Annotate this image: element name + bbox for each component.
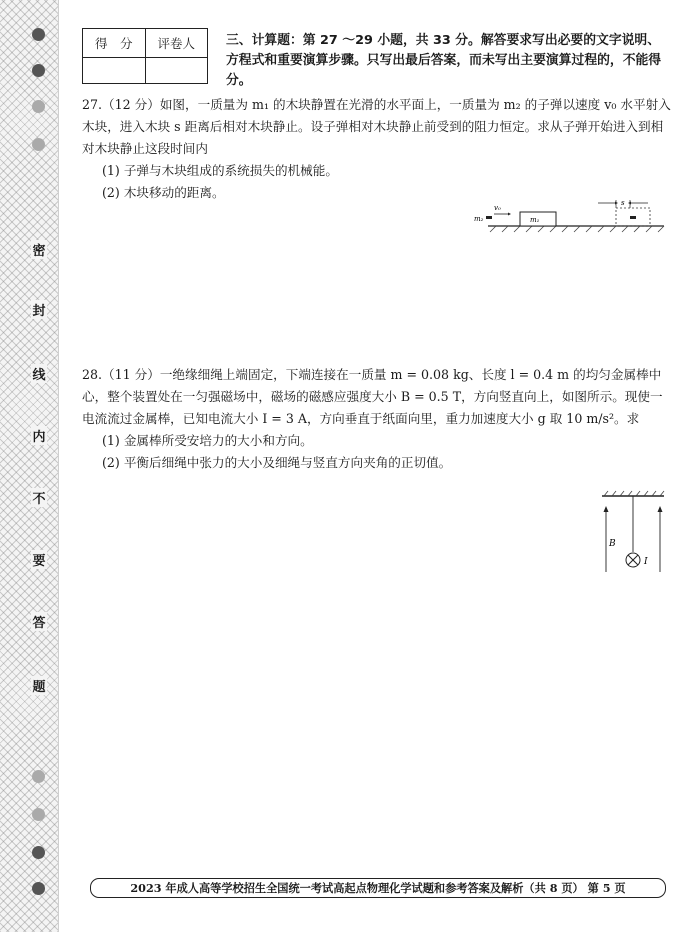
question-28 <box>82 364 672 474</box>
binding-hole <box>32 64 45 77</box>
question-27 <box>82 94 672 204</box>
score-table <box>82 28 208 84</box>
field-label: B <box>609 539 616 549</box>
page-footer: 2023 年成人高等学校招生全国统一考试高起点物理化学试题和参考答案及解析（共 8 页） 第 5 页 <box>90 878 666 898</box>
seal-char: 内 <box>31 426 47 445</box>
score-cell[interactable] <box>83 58 146 84</box>
seal-char: 答 <box>31 612 47 631</box>
current-label: I <box>644 557 648 567</box>
question-28-part-2: (2) 平衡后细绳中张力的大小及细绳与竖直方向夹角的正切值。 <box>102 455 452 470</box>
question-27-figure <box>472 196 668 238</box>
binding-hole <box>32 846 45 859</box>
binding-hole <box>32 882 45 895</box>
v0-label: v₀ <box>494 204 501 212</box>
question-27-stem: 27.（12 分）如图，一质量为 m₁ 的木块静置在光滑的水平面上，一质量为 m₂ 的子弹以速度 v₀ 水平射入木块，进入木块 s 距离后相对木块静止。设子弹相对木块静止前受到的阻力恒定。求从子弹开始进入到相对木块静止这段时间内 <box>82 97 671 156</box>
section-heading: 三、计算题：第 27 ～29 小题，共 33 分。解答要求写出必要的文字说明、方程式和重要演算步骤。只写出最后答案，而未写出主要演算过程的，不能得分。 <box>226 33 662 88</box>
grader-cell[interactable] <box>145 58 208 84</box>
binding-hole <box>32 28 45 41</box>
m2-label: m₂ <box>474 215 484 223</box>
binding-hole <box>32 770 45 783</box>
seal-char: 封 <box>31 300 47 319</box>
m1-label: m₁ <box>530 216 540 224</box>
question-28-figure <box>596 488 668 576</box>
bullet-embedded <box>630 216 636 219</box>
seal-char: 题 <box>31 676 47 695</box>
seal-char: 密 <box>31 240 47 259</box>
score-label: 得 分 <box>83 29 146 58</box>
grader-label: 评卷人 <box>145 29 208 58</box>
binding-hole <box>32 808 45 821</box>
ceiling-hatch <box>604 491 664 496</box>
binding-hole <box>32 100 45 113</box>
seal-char: 要 <box>31 550 47 569</box>
question-28-part-1: (1) 金属棒所受安培力的大小和方向。 <box>102 433 313 448</box>
bullet <box>486 216 492 219</box>
binding-hole <box>32 138 45 151</box>
seal-char: 不 <box>31 488 47 507</box>
ground-hatch <box>490 226 664 232</box>
binding-margin <box>0 0 59 932</box>
question-28-stem: 28.（11 分）一绝缘细绳上端固定，下端连接在一质量 m = 0.08 kg、长度 l = 0.4 m 的均匀金属棒中心，整个装置处在一匀强磁场中，磁场的磁感应强度大小 B = 0.5 T，方向竖直向上，如图所示。现使一电流流过金属棒，已知电流大小 I = 3 A，方向垂直于纸面向里，重力加速度大小 g 取 10 m/s²。求 <box>82 367 663 426</box>
question-27-part-2: (2) 木块移动的距离。 <box>102 185 225 200</box>
s-label: s <box>621 199 625 207</box>
question-27-part-1: (1) 子弹与木块组成的系统损失的机械能。 <box>102 163 338 178</box>
seal-char: 线 <box>31 364 47 383</box>
